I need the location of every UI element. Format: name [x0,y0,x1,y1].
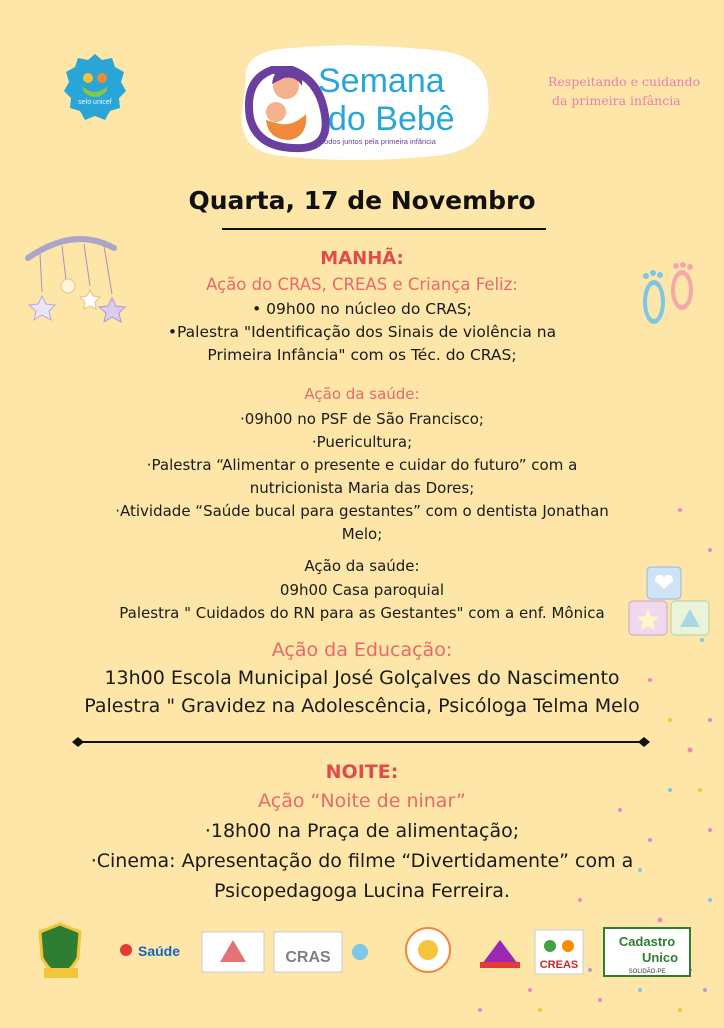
cras-text: CRAS [285,949,331,966]
health2-list [0,579,724,625]
list-item: 13h00 Escola Municipal José Golçalves do Nascimento [104,667,620,689]
night-heading: Ação “Noite de ninar” [258,790,466,812]
list-item: •Palestra "Identificação dos Sinais de violência na [167,323,557,341]
seal-text: selo unicef [78,99,112,106]
tagline [548,72,708,110]
partner-logos [30,918,710,988]
creas-text: CREAS [539,959,579,971]
list-item: ·Palestra “Alimentar o presente e cuidar do futuro” com a [146,456,578,474]
health-list [0,408,724,546]
list-item: nutricionista Maria das Dores; [249,479,475,497]
cras-list [0,298,724,367]
cadastro-line1: Cadastro [618,934,676,949]
crianca-feliz-logo [352,944,368,960]
health2-heading: Ação da saúde: [304,557,420,575]
municipality-coat-of-arms-logo [40,924,80,978]
education-list [0,664,724,720]
education-logo [480,940,520,968]
list-item: • 09h00 no núcleo do CRAS; [252,300,472,318]
list-item: Psicopedagoga Lucina Ferreira. [214,880,510,902]
section-divider [72,734,650,748]
saude-logo [120,943,194,959]
list-item: Palestra " Cuidados do RN para as Gestantes" com a enf. Mônica [119,604,605,622]
health-heading: Ação da saúde: [304,385,420,403]
education-heading: Ação da Educação: [271,639,453,661]
night-title: NOITE: [325,761,399,783]
logo-title-line1: Semana [318,62,445,100]
event-date: Quarta, 17 de Novembro [188,186,536,215]
list-item: Primeira Infância" com os Téc. do CRAS; [207,346,517,364]
list-item: Palestra " Gravidez na Adolescência, Psicóloga Telma Melo [84,695,640,717]
night-list [0,816,724,906]
logo-subtitle: todos juntos pela primeira infância [322,137,436,146]
saude-text: Saúde [138,943,181,959]
tagline-line1: Respeitando e cuidando [548,74,701,89]
list-item: 09h00 Casa paroquial [279,581,445,599]
list-item: ·09h00 no PSF de São Francisco; [240,410,484,428]
list-item: ·18h00 na Praça de alimentação; [204,820,520,842]
semana-do-bebe-logo [232,40,494,165]
cras-logo [274,932,342,972]
creas-logo [535,930,583,974]
list-item: Melo; [341,525,383,543]
list-item: ·Puericultura; [311,433,413,451]
unicef-seal [62,52,128,124]
cadastro-place: SOLIDÃO-PE [628,969,666,975]
circular-logo [406,928,450,972]
school-logo [202,932,264,972]
tagline-line2: da primeira infância [552,93,681,108]
cadastro-unico-logo [604,928,690,976]
logo-title-line2: do Bebê [328,100,455,138]
list-item: ·Atividade “Saúde bucal para gestantes” com o dentista Jonathan [115,502,609,520]
date-underline [222,228,546,230]
list-item: ·Cinema: Apresentação do filme “Divertidamente” com a [90,850,634,872]
morning-title: MANHÃ: [320,248,404,269]
cras-heading: Ação do CRAS, CREAS e Criança Feliz: [206,275,518,294]
cadastro-line2: Unico [641,950,679,965]
